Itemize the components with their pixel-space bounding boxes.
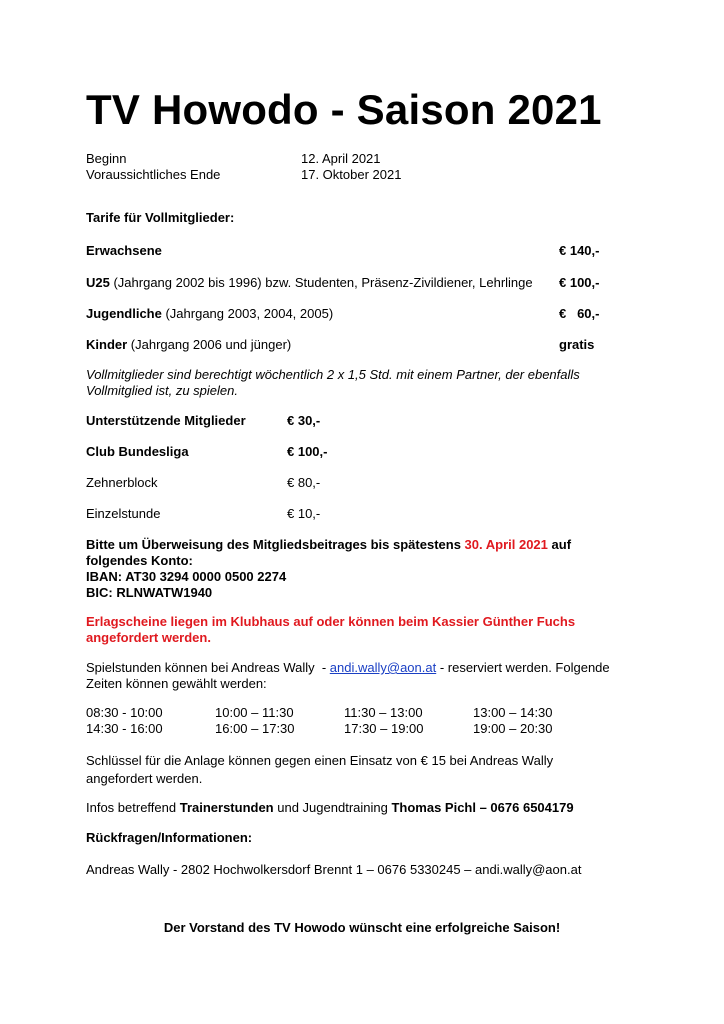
time-slot: 17:30 – 19:00	[344, 721, 424, 736]
tariff-price: € 140,-	[559, 243, 600, 258]
tariff-name: Erwachsene	[86, 243, 162, 258]
fee-name: Einzelstunde	[86, 506, 161, 521]
bic: BIC: RLNWATW1940	[86, 585, 213, 600]
reservation-text: - reserviert werden. Folgende	[436, 660, 610, 675]
trainer-contact: Thomas Pichl – 0676 6504179	[391, 800, 574, 815]
tariff-name: Kinder	[86, 337, 128, 352]
tariff-name: Jugendliche	[86, 306, 162, 321]
payment-deadline: 30. April 2021	[464, 537, 548, 552]
time-slot: 14:30 - 16:00	[86, 721, 163, 736]
erlagscheine-line1: Erlagscheine liegen im Klubhaus auf oder können beim Kassier Günther Fuchs	[86, 614, 576, 629]
trainer-info	[86, 800, 574, 816]
time-slot: 11:30 – 13:00	[344, 705, 423, 720]
season-end-label: Voraussichtliches Ende	[86, 167, 221, 182]
trainer-text: Infos betreffend	[86, 800, 180, 815]
time-slot: 13:00 – 14:30	[473, 705, 553, 720]
season-end-value: 17. Oktober 2021	[301, 167, 402, 182]
reservation-line1	[86, 660, 610, 676]
tariffs-heading: Tarife für Vollmitglieder:	[86, 210, 235, 225]
membership-note-line1: Vollmitglieder sind berechtigt wöchentlich 2 x 1,5 Std. mit einem Partner, der ebenfalls	[86, 367, 580, 382]
membership-note-line2: Vollmitglied ist, zu spielen.	[86, 383, 238, 398]
tariff-detail: (Jahrgang 2002 bis 1996) bzw. Studenten, Präsenz-Zivildiener, Lehrlinge	[109, 275, 533, 290]
time-slot: 19:00 – 20:30	[473, 721, 553, 736]
fee-name: Unterstützende Mitglieder	[86, 413, 246, 428]
fee-price: € 100,-	[287, 444, 328, 459]
contact-heading: Rückfragen/Informationen:	[86, 830, 253, 845]
fee-price: € 30,-	[287, 413, 321, 428]
payment-text: Bitte um Überweisung des Mitgliedsbeitrages bis spätestens	[86, 537, 465, 552]
tariff-row	[86, 275, 533, 291]
page-title: TV Howodo - Saison 2021	[86, 86, 602, 133]
trainer-hours: Trainerstunden	[179, 800, 274, 815]
tariff-detail: (Jahrgang 2006 und jünger)	[127, 337, 292, 352]
fee-price: € 10,-	[287, 506, 321, 521]
fee-name: Zehnerblock	[86, 475, 158, 490]
closing-message: Der Vorstand des TV Howodo wünscht eine erfolgreiche Saison!	[163, 920, 561, 935]
fee-name: Club Bundesliga	[86, 444, 189, 459]
tariff-detail: (Jahrgang 2003, 2004, 2005)	[161, 306, 334, 321]
payment-line1	[86, 537, 571, 553]
iban: IBAN: AT30 3294 0000 0500 2274	[86, 569, 287, 584]
reservation-line2: Zeiten können gewählt werden:	[86, 676, 267, 691]
tariff-price: € 100,-	[559, 275, 600, 290]
time-slot: 08:30 - 10:00	[86, 705, 163, 720]
tariff-price: gratis	[559, 337, 595, 352]
fee-price: € 80,-	[287, 475, 321, 490]
season-begin-value: 12. April 2021	[301, 151, 381, 166]
tariff-price: € 60,-	[559, 306, 600, 321]
tariff-row	[86, 337, 291, 353]
contact-line: Andreas Wally - 2802 Hochwolkersdorf Brennt 1 – 0676 5330245 – andi.wally@aon.at	[86, 862, 582, 877]
keys-line1: Schlüssel für die Anlage können gegen einen Einsatz von € 15 bei Andreas Wally	[86, 753, 554, 768]
tariff-row	[86, 306, 333, 322]
time-slot: 10:00 – 11:30	[215, 705, 294, 720]
time-slot: 16:00 – 17:30	[215, 721, 295, 736]
trainer-text: und Jugendtraining	[273, 800, 392, 815]
tariff-row	[86, 243, 162, 259]
tariff-name: U25	[86, 275, 110, 290]
payment-text: auf	[547, 537, 572, 552]
erlagscheine-line2: angefordert werden.	[86, 630, 211, 645]
payment-line2: folgendes Konto:	[86, 553, 193, 568]
keys-line2: angefordert werden.	[86, 771, 203, 786]
email-link[interactable]: andi.wally@aon.at	[329, 660, 437, 675]
season-begin-label: Beginn	[86, 151, 127, 166]
reservation-text: Spielstunden können bei Andreas Wally -	[86, 660, 330, 675]
